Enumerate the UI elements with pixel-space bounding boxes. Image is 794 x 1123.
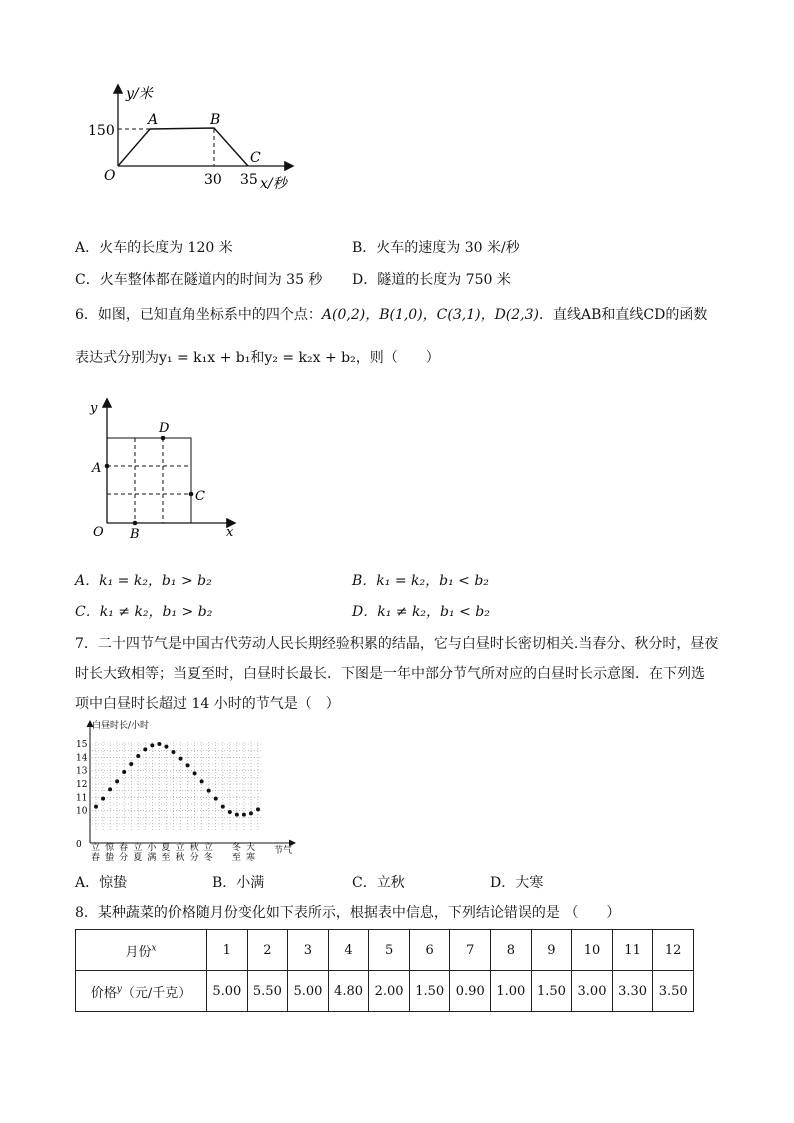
q6-option-a: A．k₁ = k₂，b₁ > b₂ [75,573,212,589]
table-cell: 2 [247,930,288,971]
q7-option-a: A．惊蛰 [75,875,128,891]
point-c-label: C [195,489,205,504]
y-tick-label: 10 [76,806,88,817]
data-point [200,779,204,783]
point-c-label: C [250,150,261,166]
q6-prefix: 6．如图，已知直角坐标系中的四个点： [75,307,322,323]
data-point [228,810,232,814]
q7-option-c: C．立秋 [352,875,405,891]
q7-option-d: D．大寒 [490,875,544,891]
table-cell: 4.80 [328,971,369,1012]
data-point [242,813,246,817]
q6-line2: 表达式分别为y₁ = k₁x + b₁和y₂ = k₂x + b₂，则（ ） [75,350,440,366]
q8-title: 8．某种蔬菜的价格随月份变化如下表所示，根据表中信息，下列结论错误的是 （ ） [75,905,621,921]
data-point [221,805,225,809]
row-header-month: 月份$^x$ [76,930,207,971]
table-cell: 8 [491,930,532,971]
x-tick-label: 秋分 [189,843,199,863]
data-point [214,797,218,801]
data-point [150,743,154,747]
coordinate-figure [82,392,252,552]
table-cell: 1.00 [491,971,532,1012]
x-tick-label: 立冬 [203,843,213,863]
point-b-label: B [130,527,140,542]
table-cell: 3.50 [653,971,694,1012]
y-tick-label: 0 [76,840,82,850]
data-point [235,813,239,817]
table-cell: 10 [572,930,613,971]
table-cell: 3 [288,930,329,971]
q6-option-c: C．k₁ ≠ k₂，b₁ > b₂ [75,604,213,620]
q5-option-c: C．火车整体都在隧道内的时间为 35 秒 [75,272,323,288]
x-tick-label: 春分 [119,843,129,863]
point-b-label: B [210,112,221,128]
data-point [129,762,133,766]
table-cell: 5.00 [288,971,329,1012]
table-cell: 1.50 [531,971,572,1012]
table-row-months [76,930,694,971]
x-tick-label: 冬至 [231,843,241,863]
distance-time-figure [80,80,310,200]
chart-y-label: 白昼时长/小时 [92,721,150,731]
x-tick-label: 惊蛰 [105,843,115,863]
q7-line2: 时长大致相等；当夏至时，白昼时长最长．下图是一年中部分节气所对应的白昼时长示意图．在下列选 [75,666,705,682]
x-tick-label: 立夏 [133,843,143,863]
y-tick-label: 11 [76,793,88,804]
point-d [161,436,166,441]
origin-label: O [104,168,116,184]
q6-option-b: B．k₁ = k₂，b₁ < b₂ [352,573,489,589]
q6-option-d: D．k₁ ≠ k₂，b₁ < b₂ [352,604,490,620]
table-cell: 5.00 [207,971,248,1012]
q7-line1: 7．二十四节气是中国古代劳动人民长期经验积累的结晶，它与白昼时长密切相关.当春分、秋分时，昼夜 [75,636,719,652]
table-cell: 0.90 [450,971,491,1012]
x-axis-label: x/秒 [260,176,287,192]
table-cell: 11 [612,930,653,971]
graph-line [118,128,248,166]
daylight-chart [72,716,312,866]
q5-option-d: D．隧道的长度为 750 米 [352,272,511,288]
x-tick-label: 小满 [147,843,157,863]
table-cell: 1 [207,930,248,971]
table-cell: 3.30 [612,971,653,1012]
y-tick-label: 15 [76,740,88,750]
x-tick-label: 大寒 [245,843,255,863]
y-label: y [90,401,98,416]
y-tick-label: 12 [76,780,88,790]
data-point [101,797,105,801]
table-row-prices [76,971,694,1012]
data-point [143,747,147,751]
data-point [115,779,119,783]
chart-x-label: 节气 [274,846,293,856]
x-tick-35: 35 [240,172,258,188]
x-tick-label: 立秋 [175,843,185,863]
table-cell: 1.50 [409,971,450,1012]
table-cell: 5 [369,930,410,971]
q6-line1 [75,305,707,325]
data-point [249,811,253,815]
y-tick-label: 13 [76,766,88,777]
table-cell: 9 [531,930,572,971]
data-point [179,757,183,761]
table-cell: 3.00 [572,971,613,1012]
table-cell: 6 [409,930,450,971]
point-a-label: A [92,461,102,476]
data-point [157,742,161,746]
y-tick-label: 14 [76,753,88,764]
point-c [189,492,194,497]
point-b [133,521,138,526]
data-point [186,763,190,767]
data-point [108,787,112,791]
q7-option-b: B．小满 [212,875,265,891]
table-cell: 5.50 [247,971,288,1012]
q6-points: A(0,2)，B(1,0)，C(3,1)，D(2,3) [321,307,539,323]
data-point [193,771,197,775]
table-cell: 4 [328,930,369,971]
data-point [122,770,126,774]
point-a-label: A [148,112,159,128]
table-cell: 2.00 [369,971,410,1012]
data-point [94,805,98,809]
point-d-label: D [159,421,170,436]
q5-option-b: B．火车的速度为 30 米/秒 [352,240,520,256]
point-a [105,464,110,469]
data-point [256,807,260,811]
x-tick-label: 夏至 [161,843,171,863]
price-table [75,929,694,1012]
q5-option-a: A．火车的长度为 120 米 [75,240,233,256]
q6-suffix: ．直线AB和直线CD的函数 [539,307,708,323]
table-cell: 12 [653,930,694,971]
y-tick-150: 150 [88,123,115,139]
data-point [171,750,175,754]
row-header-price: 价格$^y$（元/千克） [76,971,207,1012]
x-tick-label: 立春 [91,843,101,863]
data-point [207,789,211,793]
x-tick-30: 30 [204,172,222,188]
data-point [164,745,168,749]
table-cell: 7 [450,930,491,971]
q7-line3: 项中白昼时长超过 14 小时的节气是（ ） [75,696,340,712]
data-point [136,754,140,758]
x-label: x [226,525,234,540]
y-axis-label: y/米 [126,86,153,102]
origin-label: O [93,525,104,540]
